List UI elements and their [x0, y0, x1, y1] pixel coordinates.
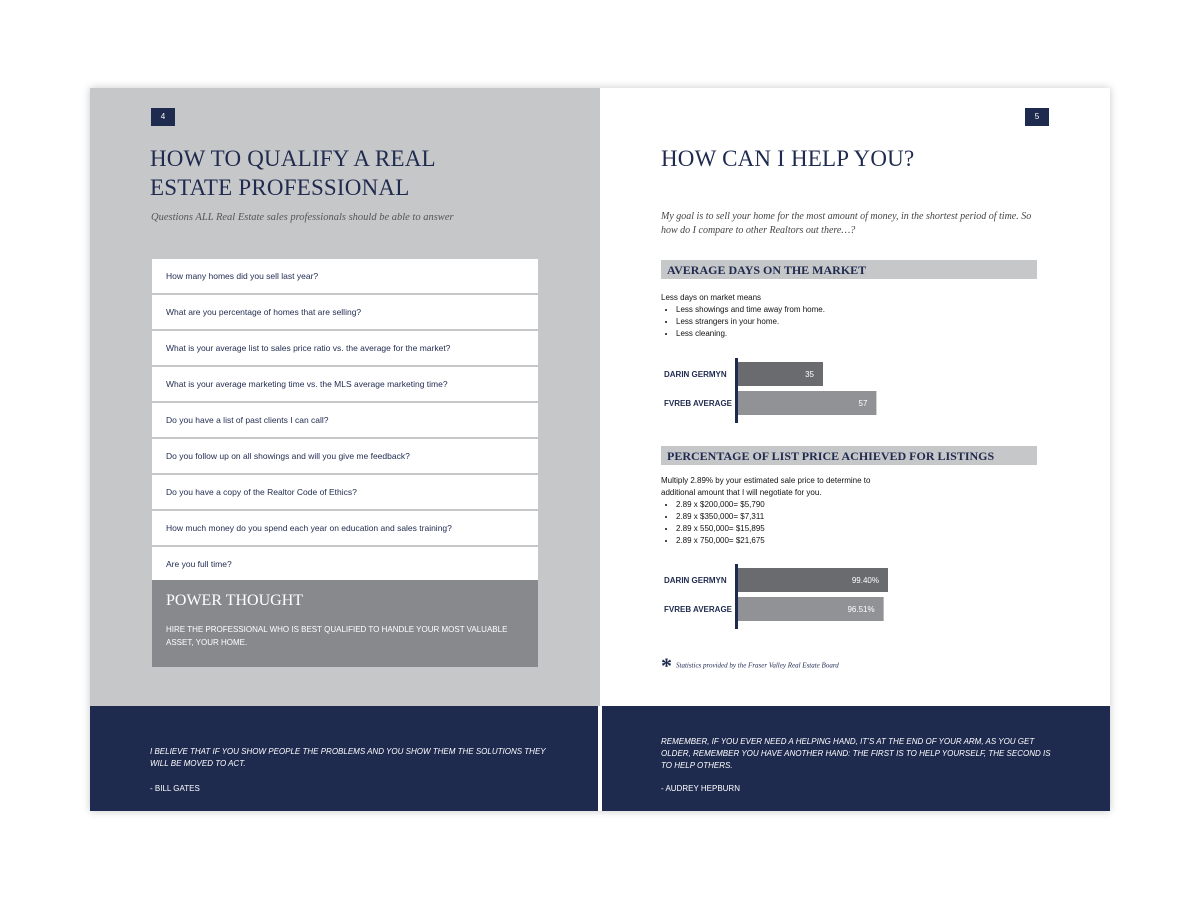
axis-line [735, 358, 738, 423]
page-number: 4 [151, 108, 175, 126]
section-list-price-lead-1: Multiply 2.89% by your estimated sale price to determine to [661, 476, 871, 485]
question-item: What are you percentage of homes that are selling? [152, 295, 538, 329]
question-list [152, 259, 538, 583]
category-label: FVREB AVERAGE [664, 399, 733, 408]
section-list-price-bullets [661, 499, 870, 547]
question-item: What is your average list to sales price ratio vs. the average for the market? [152, 331, 538, 365]
bullet-item: • Less strangers in your home. [676, 316, 825, 328]
category-label: DARIN GERMYN [664, 576, 727, 585]
section-days-text [661, 292, 825, 340]
category-label: FVREB AVERAGE [664, 605, 733, 614]
brochure-spread [90, 88, 1110, 811]
page-title: HOW CAN I HELP YOU? [661, 146, 915, 171]
data-label: 35 [805, 370, 814, 379]
question-item: How many homes did you sell last year? [152, 259, 538, 293]
page-number: 5 [1025, 108, 1049, 126]
footer-quote-left [90, 706, 598, 811]
question-item: How much money do you spend each year on education and sales training? [152, 511, 538, 545]
title-line-1: HOW TO QUALIFY A REAL [150, 146, 436, 171]
days-on-market-chart [661, 358, 921, 424]
title-line-2: ESTATE PROFESSIONAL [150, 175, 410, 200]
section-days-bullets [661, 304, 825, 340]
intro-text: My goal is to sell your home for the most amount of money, in the shortest period of time. So how do I compare to other Realtors out there…? [661, 211, 1032, 236]
section-heading-list-price: PERCENTAGE OF LIST PRICE ACHIEVED FOR LISTINGS [661, 446, 1037, 465]
bar [738, 391, 876, 415]
bullet-item: • 2.89 x $350,000= $7,311 [676, 511, 870, 523]
axis-line [735, 564, 738, 629]
right-page [601, 88, 1110, 706]
section-list-price-text [661, 475, 870, 547]
power-thought-box [152, 580, 538, 667]
quote-text: I BELIEVE THAT IF YOU SHOW PEOPLE THE PROBLEMS AND YOU SHOW THEM THE SOLUTIONS THEY WILL BE MOVED TO ACT. [150, 747, 546, 768]
section-list-price-lead-2: additional amount that I will negotiate for you. [661, 488, 822, 497]
quote-author: - AUDREY HEPBURN [661, 784, 740, 793]
statistics-note [661, 653, 839, 679]
left-page [90, 88, 600, 706]
question-item: Do you follow up on all showings and will you give me feedback? [152, 439, 538, 473]
asterisk-icon: * [661, 653, 672, 678]
quote-text: REMEMBER, IF YOU EVER NEED A HELPING HAND, IT’S AT THE END OF YOUR ARM, AS YOU GET OLDER, REMEMBER YOU HAVE ANOTHER HAND: THE FIRST IS TO HELP YOURSELF, THE SECOND IS TO HELP OTHERS. [661, 737, 1051, 770]
data-label: 96.51% [847, 605, 875, 614]
bullet-item: • Less cleaning. [676, 328, 825, 340]
bullet-item: • Less showings and time away from home. [676, 304, 825, 316]
power-thought-title: POWER THOUGHT [166, 592, 304, 609]
footer-quote-right [602, 706, 1110, 811]
statistics-note-text: Statistics provided by the Fraser Valley Real Estate Board [676, 661, 839, 670]
bullet-item: • 2.89 x $200,000= $5,790 [676, 499, 870, 511]
list-price-chart [661, 564, 921, 630]
section-heading-days: AVERAGE DAYS ON THE MARKET [661, 260, 1037, 279]
page-title [150, 144, 436, 202]
category-label: DARIN GERMYN [664, 370, 727, 379]
question-item: Do you have a copy of the Realtor Code of Ethics? [152, 475, 538, 509]
quote-author: - BILL GATES [150, 784, 200, 793]
data-label: 57 [858, 399, 868, 408]
question-item: What is your average marketing time vs. the MLS average marketing time? [152, 367, 538, 401]
section-days-lead: Less days on market means [661, 293, 762, 302]
data-label: 99.40% [851, 576, 879, 585]
bullet-item: • 2.89 x 550,000= $15,895 [676, 523, 870, 535]
page-subtitle: Questions ALL Real Estate sales professionals should be able to answer [151, 212, 454, 223]
power-thought-text: HIRE THE PROFESSIONAL WHO IS BEST QUALIFIED TO HANDLE YOUR MOST VALUABLE ASSET, YOUR HOME. [166, 625, 508, 647]
question-item: Do you have a list of past clients I can call? [152, 403, 538, 437]
question-item: Are you full time? [152, 547, 538, 581]
bullet-item: • 2.89 x 750,000= $21,675 [676, 535, 870, 547]
